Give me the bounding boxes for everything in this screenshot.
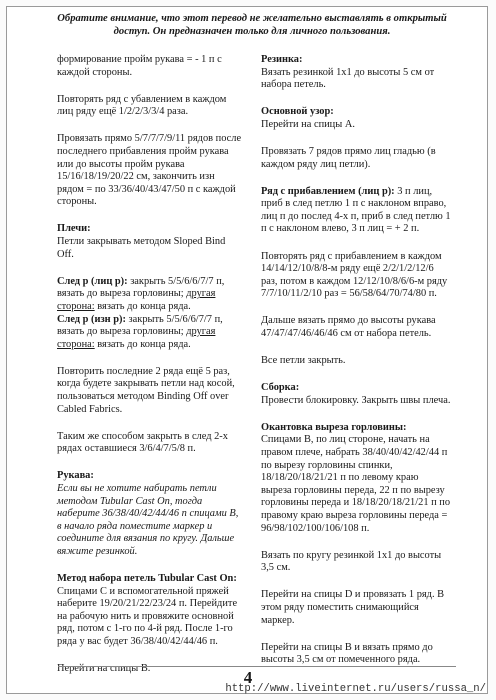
row-text: закрыть 5/5/6/6/7/7 п, вязать до выреза горловины;: [57, 313, 223, 338]
assembly-section: [261, 382, 451, 407]
section-heading: Сборка:: [261, 382, 300, 394]
section-text: Вязать резинкой 1х1 до высоты 5 см от набора петель.: [261, 66, 435, 91]
section-text: Петли закрывать методом Sloped Bind Off.: [57, 236, 226, 260]
paragraph: Повторить последние 2 ряда ещё 5 раз, когда будете закрывать петли над косой, пользоваться методом Binding Off over Cabled Fabrics.: [57, 365, 235, 415]
section-heading: Рукава:: [57, 470, 94, 482]
copyright-notice: Обратите внимание, что этот перевод не желательно выставлять в открытый доступ. Он предназначен только для личного пользования.: [57, 13, 447, 37]
section-heading: Плечи:: [57, 223, 91, 235]
paragraph: Перейти на спицы В.: [57, 663, 151, 675]
footer-divider: [58, 666, 456, 667]
instruction-row: [57, 314, 243, 352]
rib-section: [261, 54, 451, 92]
other-side-label: другая сторона:: [57, 288, 216, 312]
section-heading: Резинка:: [261, 54, 303, 65]
left-column: [57, 54, 243, 690]
row-text: 3 п лиц, приб в след петлю 1 п с наклоном вправо, лиц п до послед 4-х п, приб в след петлю 1 п с наклоном влево, 3 п лиц = + 2 п.: [261, 185, 451, 235]
row-label: След р (лиц р):: [57, 275, 128, 287]
section-text: Если вы не хотите набирать петли методом Tubular Cast On, тогда наберите 36/38/40/42/44/46 п спицами В, в начало ряда поместите маркер и соедините для вязания по кругу. Дальше вяжите резинкой.: [57, 482, 239, 557]
section-text: Перейти на спицы А.: [261, 118, 355, 130]
paragraph: Провязать 7 рядов прямо лиц гладью (в каждом ряду лиц петли).: [261, 145, 436, 170]
shoulders-section: [57, 223, 243, 261]
paragraph: Провязать прямо 5/7/7/7/9/11 рядов после последнего прибавления пройм рукава или до высоты пройм рукава 15/16/18/19/20/22 см, закончить изн рядом = по 33/36/40/43/47/50 п с каждой стороны.: [57, 133, 242, 208]
section-heading: Окантовка выреза горловины:: [261, 421, 407, 433]
main-pattern-section: [261, 106, 451, 131]
row-text: вязать до конца ряда.: [94, 300, 191, 312]
other-side-label: другая сторона:: [57, 326, 216, 350]
sleeves-section: [57, 470, 243, 558]
section-text: Провести блокировку. Закрыть швы плеча.: [261, 394, 451, 406]
instruction-row: [57, 276, 243, 314]
section-text: Спицами С и вспомогательной пряжей наберите 19/20/21/22/23/24 п. Перейдите на рабочую нить и провяжите основной ряд, потом с 1-го по 4-й ряд. После 1-го ряда у вас будет 36/38/40/42/44/46 п.: [57, 585, 238, 647]
right-column: [261, 54, 451, 681]
neckline-section: [261, 422, 451, 535]
section-text: Спицами В, по лиц стороне, начать на правом плече, набрать 38/40/40/42/42/44 п по вырезу горловины спинки, 18/18/20/18/21/21 п по левому краю выреза горловины переда, 22 п по вырезу горловины переда и 18/18/20/18/21/21 п по правому краю выреза горловины переда = 96/98/102/100/106/108 п.: [261, 434, 451, 534]
paragraph: Перейти на спицы В и вязать прямо до высоты 3,5 см от помеченного ряда.: [261, 641, 433, 666]
page-number: 4: [243, 668, 253, 687]
row-label: Ряд с прибавлением (лиц р):: [261, 185, 395, 197]
section-heading: Метод набора петель Tubular Cast On:: [57, 573, 237, 584]
watermark-url[interactable]: http://www.liveinternet.ru/users/russa_n/: [225, 683, 486, 695]
row-label: След р (изн р):: [57, 313, 126, 325]
row-text: вязать до конца ряда.: [94, 338, 191, 350]
paragraph: Дальше вязать прямо до высоты рукава 47/47/47/46/46/46 см от набора петель.: [261, 315, 436, 339]
paragraph: Таким же способом закрыть в след 2-х рядах оставшиеся 3/6/4/7/5/8 п.: [57, 430, 228, 455]
paragraph: формирование пройм рукава = - 1 п с каждой стороны.: [57, 54, 222, 78]
paragraph: Повторять ряд с прибавлением в каждом 14/14/12/10/8/8-м ряду ещё 2/2/1/2/12/6 раз, потом в каждом 12/12/10/8/6/6-м ряду 7/7/10/11/2/10 раз = 56/58/64/70/74/80 п.: [261, 250, 448, 300]
increase-row: [261, 186, 451, 236]
paragraph: Повторять ряд с убавлением в каждом лиц ряду ещё 1/2/2/3/3/4 раза.: [57, 93, 227, 118]
section-heading: Основной узор:: [261, 106, 334, 118]
tubular-cast-on-section: [57, 573, 243, 649]
paragraph: Вязать по кругу резинкой 1х1 до высоты 3,5 см.: [261, 549, 442, 574]
row-text: закрыть 5/5/6/6/7/7 п, вязать до выреза горловины;: [57, 275, 225, 300]
paragraph: Все петли закрыть.: [261, 355, 346, 367]
paragraph: Перейти на спицы D и провязать 1 ряд. В этом ряду поместить снимающийся маркер.: [261, 589, 445, 626]
